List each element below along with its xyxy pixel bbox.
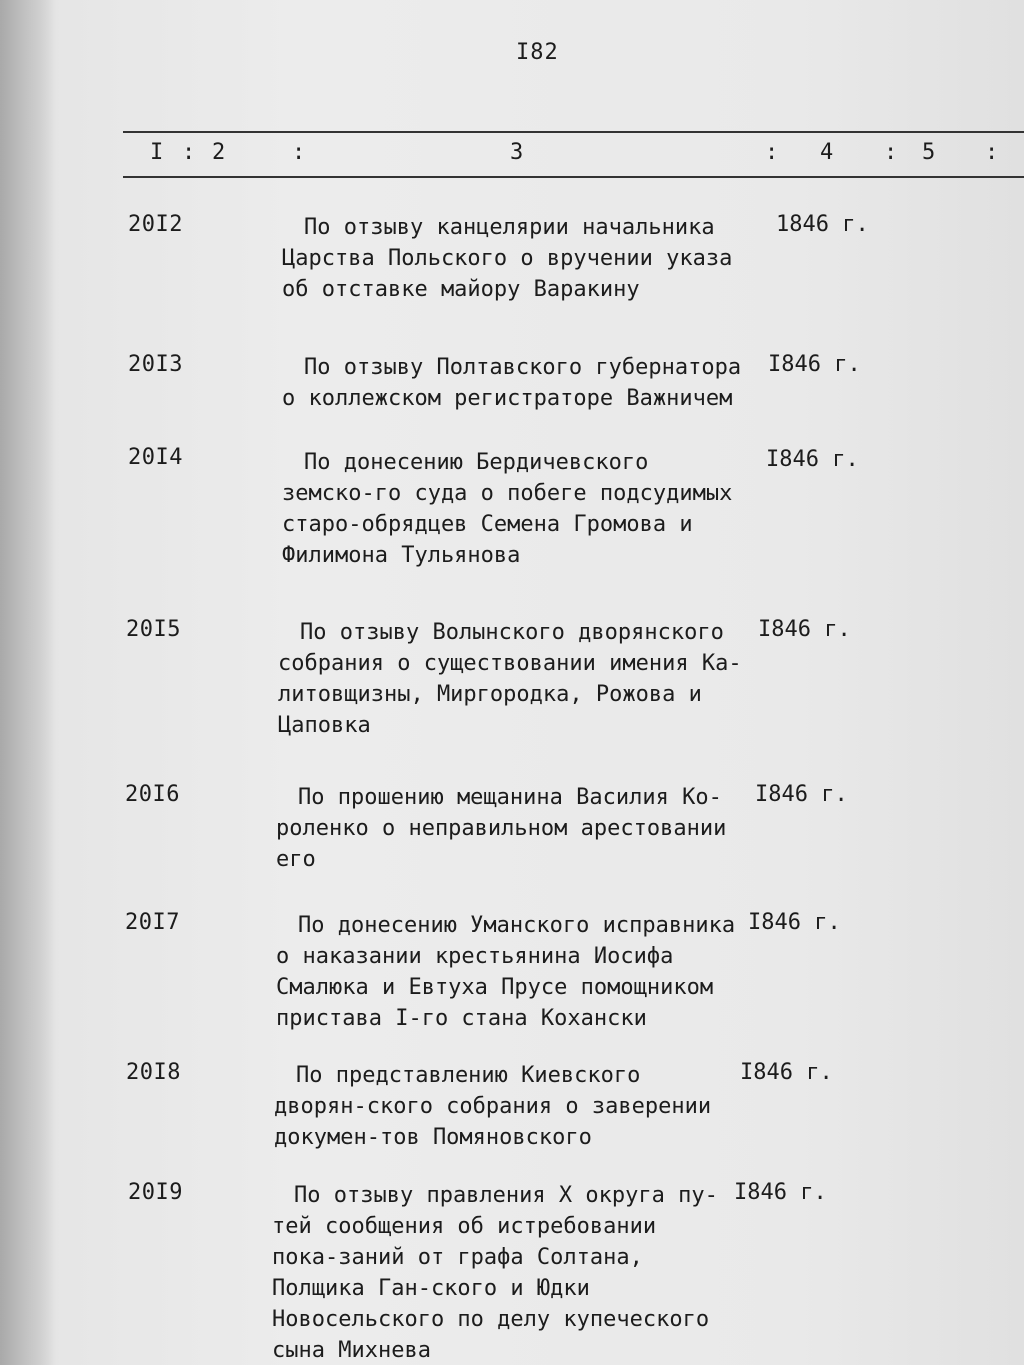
page-number: I82 bbox=[516, 40, 559, 65]
entry-description: По донесению Уманского исправника о наказании крестьянина Иосифа Смалюка и Евтуха Прусе помощником пристава I-го стана Кохански bbox=[276, 913, 736, 1031]
entry-number: 20I6 bbox=[125, 782, 180, 807]
entry-year: I846 г. bbox=[748, 910, 841, 935]
entry-year: I846 г. bbox=[758, 617, 851, 642]
entry-number: 20I9 bbox=[128, 1180, 183, 1205]
entry-year: I846 г. bbox=[768, 352, 861, 377]
entry-number: 20I8 bbox=[126, 1060, 181, 1085]
column-separator: : bbox=[985, 140, 999, 165]
column-separator: : bbox=[765, 140, 779, 165]
entry-number: 20I7 bbox=[125, 910, 180, 935]
entry-year: I846 г. bbox=[766, 447, 859, 472]
entry-year: 1846 г. bbox=[776, 212, 869, 237]
entry-year: I846 г. bbox=[734, 1180, 827, 1205]
column-header-2: 2 bbox=[212, 140, 226, 165]
entry-description: По отзыву Волынского дворянского собрания о существовании имения Ка-литовщизны, Миргородка, Рожова и Цаповка bbox=[278, 620, 742, 738]
page-binding-shadow bbox=[0, 0, 55, 1365]
column-header-3: 3 bbox=[510, 140, 524, 165]
entry-description: По отзыву Полтавского губернатора о коллежском регистраторе Важничем bbox=[282, 355, 742, 411]
entry-number: 20I5 bbox=[126, 617, 181, 642]
column-separator: : bbox=[292, 140, 306, 165]
entry-number: 20I3 bbox=[128, 352, 183, 377]
entry-number: 20I2 bbox=[128, 212, 183, 237]
entry-description: По отзыву канцелярии начальника Царства Польского о вручении указа об отставке майору Варакину bbox=[282, 215, 733, 302]
entry-description: По представлению Киевского дворян-ского собрания о заверении докумен-тов Помяновского bbox=[274, 1063, 712, 1150]
column-header-4: 4 bbox=[820, 140, 834, 165]
entry-year: I846 г. bbox=[740, 1060, 833, 1085]
entry-description: По прошению мещанина Василия Ко-роленко о неправильном арестовании его bbox=[276, 785, 727, 872]
column-header-5: 5 bbox=[922, 140, 936, 165]
entry-number: 20I4 bbox=[128, 445, 183, 470]
entry-year: I846 г. bbox=[755, 782, 848, 807]
entry-description: По донесению Бердичевского земско-го суда о побеге подсудимых старо-обрядцев Семена Громова и Филимона Тульянова bbox=[282, 450, 733, 568]
entry-description: По отзыву правления Х округа пу-тей сообщения об истребовании пока-заний от графа Солтана, Полщика Ган-ского и Юдки Новосельского по делу купеческого сына Михнева bbox=[272, 1183, 718, 1363]
column-header-1: I bbox=[150, 140, 164, 165]
header-rule-bottom bbox=[123, 176, 1024, 178]
column-separator: : bbox=[884, 140, 898, 165]
column-separator: : bbox=[182, 140, 196, 165]
header-rule-top bbox=[123, 131, 1024, 133]
